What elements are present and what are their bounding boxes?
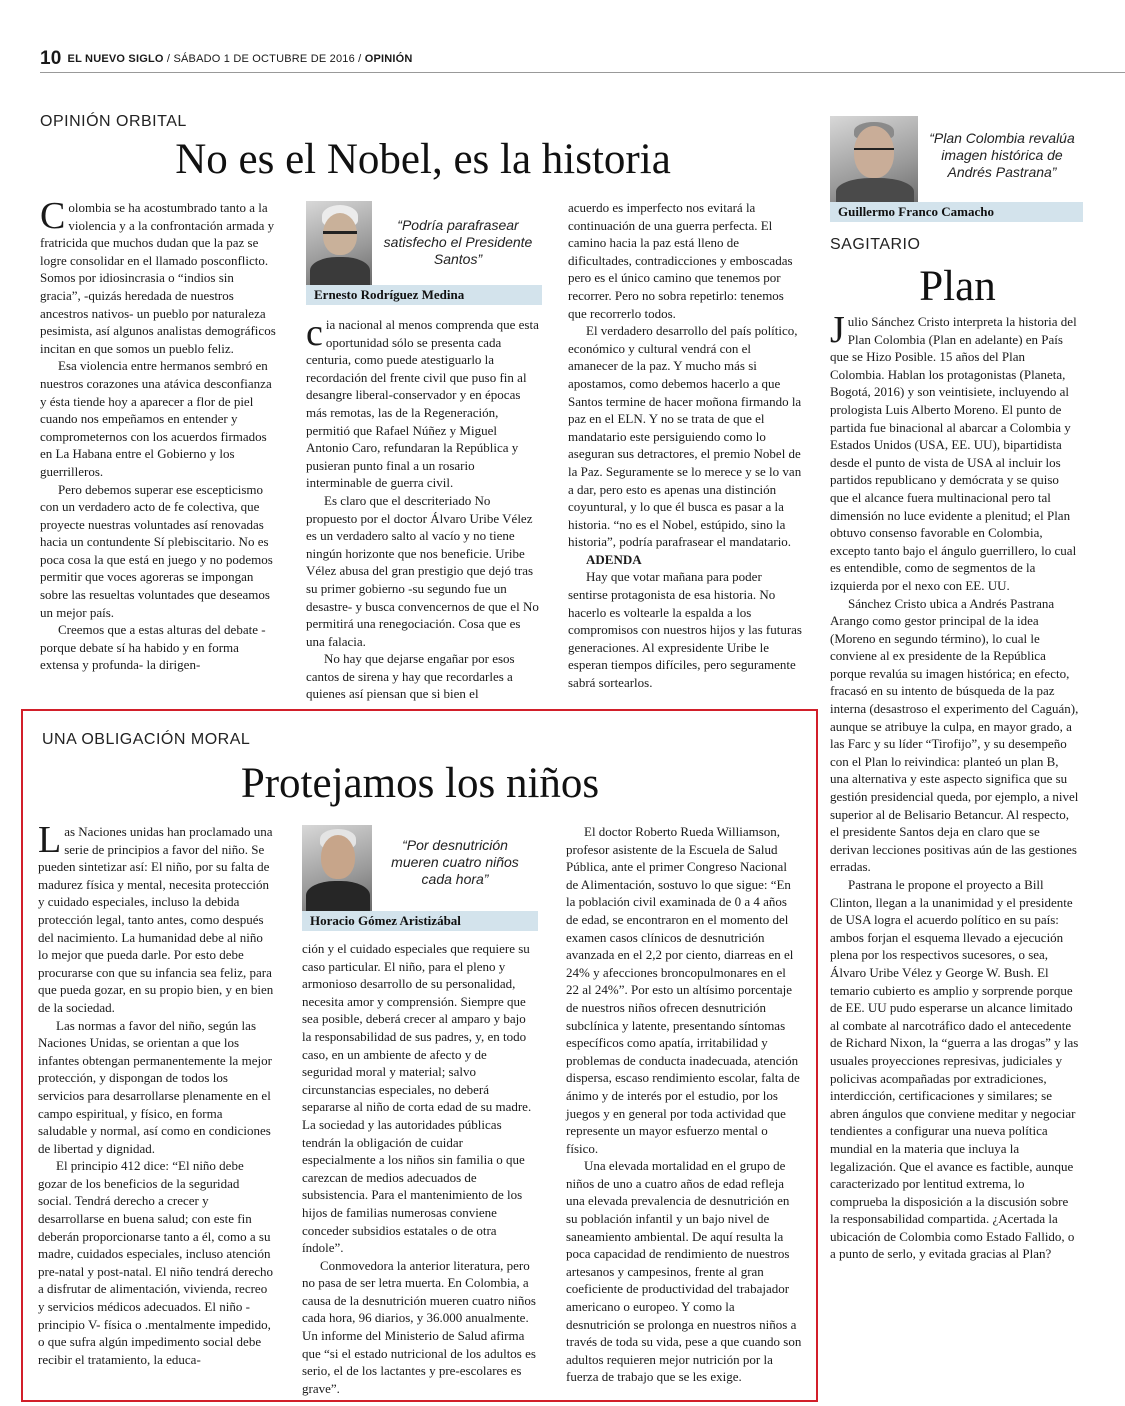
article3-pull-quote: “Plan Colombia revalúa imagen histórica de Andrés Pastrana” (929, 130, 1075, 180)
page-number: 10 (40, 48, 62, 69)
page-header: 10 EL NUEVO SIGLO / SÁBADO 1 DE OCTUBRE DE 2016 / OPINIÓN (40, 48, 413, 69)
article1-title: No es el Nobel, es la historia (175, 136, 671, 183)
article2-title: Protejamos los niños (240, 760, 600, 807)
article1-column-3: acuerdo es imperfecto nos evitará la continuación de una guerra perfecta. El camino hacia la paz está lleno de dificultades, contradicciones y emboscadas pero es el único camino que tenemos por recorrer. Pero no sobra repetirlo: tenemos que recorrerlo todos. El verdadero desarrollo del país político, económico y cultural vendrá con el amanecer de la paz. Y mucho más si apostamos, como debemos hacerlo a que Santos termine de hacer moñona firmando la paz en el ELN. Y no se trata de que el mandatario este persiguiendo como lo aseguran sus detractores, el premio Nobel de la Paz. Seguramente se lo merece y se lo van a dar, pero esto es apenas una distinción coyuntural, y lo que él busca es pasar a la historia. “no es el Nobel, estúpido, sino la historia”, podría parafrasear el mandatario. ADENDA Hay que votar mañana para poder sentirse protagonista de esa historia. No hacerlo es voltearle la espalda a los compromisos con nuestros hijos y las futuras generaciones. Al expresidente Uribe le esperan tiempos difíciles, pero seguramente sabrá sortearlos. (568, 199, 804, 691)
article1-column-1: Colombia se ha acostumbrado tanto a la violencia y a la confrontación armada y fratricida que muchos dudan que la paz se logre consolidar en el llamado posconflicto. Somos por idiosincrasia o “indios sin gracia”, -quizás heredada de nuestros ancestros nativos- un pueblo por naturaleza pesimista, así algunos analistas demográficos incitan en que somos un pueblo feliz. Esa violencia entre hermanos sembró en nuestros corazones una atávica desconfianza y ésta tiende hoy a aparecer a flor de piel cuando nos empeñamos en entender y comprometernos con los acuerdos firmados en La Habana entre el Gobierno y los guerrilleros. Pero debemos superar ese escepticismo con un verdadero acto de fe colectiva, que proyecte nuestras voluntades así renovadas hacia un contundente Sí plebiscitario. No es poca cosa la que está en juego y no podemos permitir que voces agoreras se impongan sobre las resueltas voluntades que deseamos un mejor país. Creemos que a estas alturas del debate -porque debate sí ha habido y en forma extensa y profunda- la dirigen- (40, 195, 276, 673)
author-photo (302, 825, 372, 911)
article3-kicker: SAGITARIO (830, 236, 921, 253)
addenda-label: ADENDA (586, 551, 642, 567)
author-photo (830, 116, 918, 206)
article2-author-byline: Horacio Gómez Aristizábal (302, 911, 538, 931)
article3-author-byline: Guillermo Franco Camacho (830, 202, 1083, 222)
article3-author-box (830, 116, 1085, 222)
article1-author-byline: Ernesto Rodríguez Medina (306, 285, 542, 305)
section-name: OPINIÓN (364, 53, 413, 65)
article1-author-box (306, 201, 542, 305)
article2-column-2: ción y el cuidado especiales que requiere su caso particular. El niño, para el pleno y armonioso desarrollo de su personalidad, necesita amor y comprensión. Siempre que sea posible, deberá crecer al amparo y bajo la responsabilidad de sus padres, y, en todo caso, en un ambiente de afecto y de seguridad moral y material; salvo circunstancias especiales, no deberá separarse al niño de corta edad de su madre. La sociedad y las autoridades públicas tendrán la obligación de cuidar especialmente a los niños sin familia o que carezcan de medios adecuados de subsistencia. Para el mantenimiento de los hijos de familias numerosas conviene conceder subsidios estatales o de otra índole”. Conmovedora la anterior literatura, pero no pasa de ser letra muerta. En Colombia, a causa de la desnutrición mueren cuatro niños cada hora, 96 diarios, y 36.000 anualmente. Un informe del Ministerio de Salud afirma que “si el estado nutricional de los adultos es serio, el de los lactantes y pre-escolares es grave”. (302, 941, 536, 1396)
article2-author-box (302, 825, 538, 933)
article1-kicker: OPINIÓN ORBITAL (40, 113, 187, 130)
newspaper-name: EL NUEVO SIGLO (67, 53, 164, 65)
article3-title: Plan (919, 263, 996, 310)
header-rule (40, 72, 1125, 73)
article2-column-1: Las Naciones unidas han proclamado una serie de principios a favor del niño. Se pueden sintetizar así: El niño, por su falta de madurez física y mental, necesita protección y cuidado especiales, incluso la debida protección legal, tanto antes, como después del nacimiento. La humanidad debe al niño lo mejor que pueda darle. Por esto debe procurarse con que su infancia sea feliz, para que pueda gozar, en su propio bien, y en bien de la sociedad. Las normas a favor del niño, según las Naciones Unidas, se orientan a que los infantes obtengan permanentemente la mejor protección, y dispongan de todos los servicios para desarrollarse plenamente en el campo espiritual, y físico, en forma saludable y normal, así como en condiciones de libertad y dignidad. El principio 412 dice: “El niño debe gozar de los beneficios de la seguridad social. Tendrá derecho a crecer y desarrollarse en buena salud; con este fin deberán proporcionarse tanto a él, como a su madre, cuidados especiales, incluso atención pre-natal y post-natal. El niño tendrá derecho a disfrutar de alimentación, vivienda, recreo y servicios médicos adecuados. El niño -principio V- física o .mentalmente impedido, o que sufra algún impedimento social debe recibir el tratamiento, la educa- (38, 819, 274, 1367)
article1-column-2: cia nacional al menos comprenda que esta oportunidad sólo se presenta cada centuria, como puede atestiguarlo la recordación del frente civil que puso fin al desangre liberal-conservador y en épocas más remotas, las de la Regeneración, permitió que Rafael Núñez y Miguel Antonio Caro, refundaran la República y pusieran punto final a un rosario interminable de guerra civil. Es claro que el descriteriado No propuesto por el doctor Álvaro Uribe Vélez es un verdadero salto al vacío y no tiene ningún horizonte que nos beneficie. Uribe Vélez abusa del gran prestigio que dejó tras su primer gobierno -su segundo fue un desastre- y busca convencernos de que el No permitirá una renegociación. Cosa que es una falacia. No hay que dejarse engañar por esos cantos de sirena y hay que recordarles a quienes así piensan que si bien el (306, 312, 539, 702)
article3-column: Julio Sánchez Cristo interpreta la historia del Plan Colombia (Plan en adelante) en País que se Hizo Posible. 15 años del Plan Colombia. Hablan los protagonistas (Planeta, Bogotá, 2016) y son veintisiete, incluyendo al prologista Luis Alberto Moreno. El punto de partida fue binacional al abarcar a Colombia y Estados Unidos (USA, EE. UU), bipartidista desde el punto de vista de USA al incluir los partidos republicano y demócrata y se quiso que el alcance fuera multinacional pero tal dimensión no luce evidente a plenitud; el Plan obtuvo consenso favorable en Colombia, excepto tanto bajo el ángulo guerrillero, lo cual es entendible, como de segmentos de la izquierda por el nexo con EE. UU. Sánchez Cristo ubica a Andrés Pastrana Arango como gestor principal de la idea (Moreno en segundo término), lo cual le conviene al ex presidente de la República porque revalúa su imagen histórica; en efecto, fracasó en su intento de búsqueda de la paz interna (desastroso el experimento del Caguán), aunque se atribuye la culpa, en mayor grado, a las Farc y su líder “Tirofijo”, y su desempeño con el Plan lo reivindica: planteó un plan B, una alternativa y este aspecto significa que su gestión presidencial queda, por ejemplo, a nivel superior al de Belisario Betancur. Al respecto, el presidente Santos deja en claro que se derivan lecciones positivas aún de las gestiones erradas. Pastrana le propone el proyecto a Bill Clinton, llegan a la unanimidad y el presidente de USA logra el acuerdo político en su país: ambos forjan el esquema llevado a ejecución plena por los respectivos sucesores, o sea, Álvaro Uribe Vélez y George W. Bush. El temario cubierto es amplio y sorprende porque de EE. UU pudo esperarse un alcance limitado al combate al narcotráfico dado el antecedente de Richard Nixon, la “guerra a las drogas” y las usuales proyecciones represivas, judiciales y policivas acompañadas por extradiciones, interdicción, certificaciones y similares; se abren ángulos que conviene meditar y negociar tendientes a configurar una nueva política mundial en la materia que incluya la legalización. Que el avance es factible, aunque caracterizado por lentitud extrema, lo comprueba la disposición a la discusión sobre la responsabilidad compartida. ¿Acertada la ubicación de Colombia como Estado Fallido, o a punto de serlo, y evitada gracias al Plan? (830, 309, 1079, 1262)
article2-column-3: El doctor Roberto Rueda Williamson, profesor asistente de la Escuela de Salud Pública, ante el primer Congreso Nacional de Alimentación, sostuvo lo que sigue: “En la población civil examinada de 0 a 4 años de edad, se encontraron en el momento del examen casos clínicos de desnutrición avanzada en el 2,2 por ciento, diarreas en el 24% y afecciones broncopulmonares en el 22 al 24%”. Por esto un altísimo porcentaje de nuestros niños ofrecen desnutrición subclínica y latente, presentando síntomas específicos como apatía, irritabilidad y problemas de conducta inadecuada, atención dispersa, escaso rendimiento escolar, falta de ánimo y de interés por el estudio, por los juegos y en general por toda actividad que represente un mayor esfuerzo mental o físico. Una elevada mortalidad en el grupo de niños de uno a cuatro años de edad refleja una elevada prevalencia de desnutrición en su población infantil y un bajo nivel de saneamiento ambiental. De aquí resulta la poca capacidad de rendimiento de nuestros artesanos y campesinos, frente al gran coeficiente de productividad del trabajador americano o europeo. Y como la desnutrición se prolonga en nuestros niños a través de toda su vida, pese a que cuando son adultos requieren mejor nutrición por la fuerza de trabajo que se les exige. (566, 824, 802, 1385)
issue-date: SÁBADO 1 DE OCTUBRE DE 2016 (173, 53, 355, 65)
author-photo (306, 201, 372, 285)
article1-pull-quote: “Podría parafrasear satisfecho el Presidente Santos” (383, 217, 533, 267)
article2-kicker: UNA OBLIGACIÓN MORAL (42, 731, 251, 748)
article2-pull-quote: “Por desnutrición mueren cuatro niños cada hora” (391, 837, 519, 887)
